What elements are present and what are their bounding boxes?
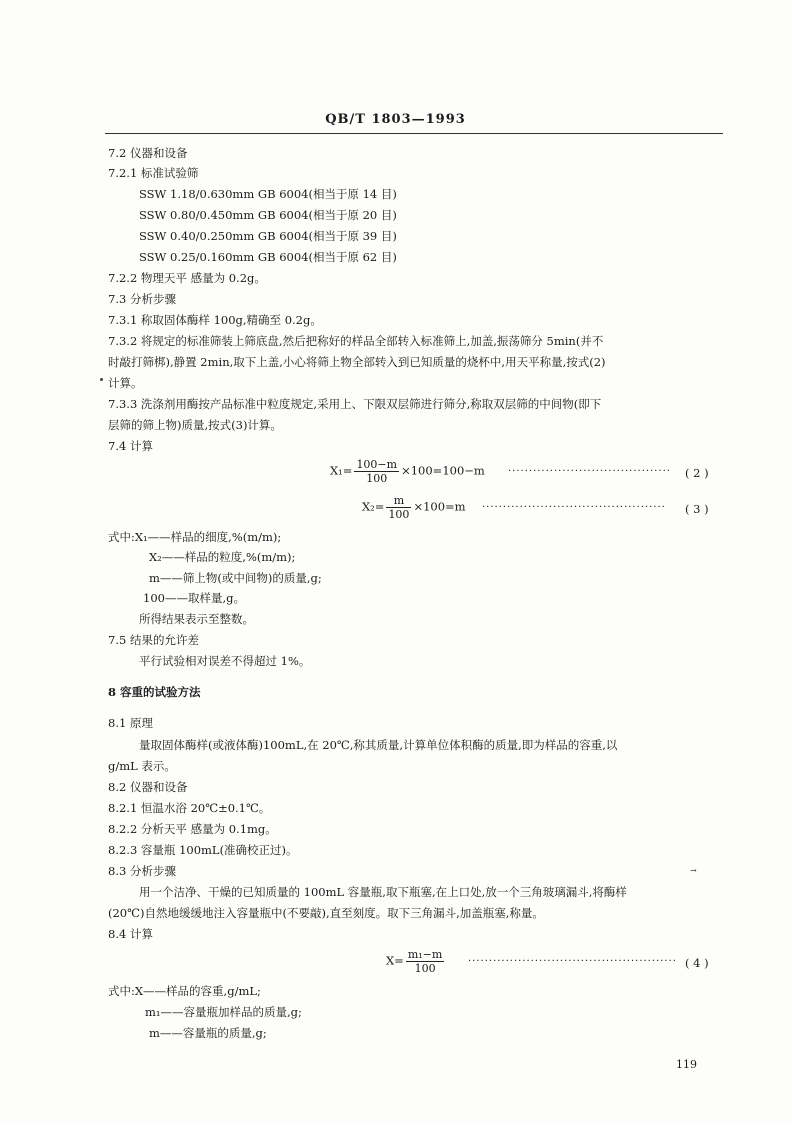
section-7-3-2-line2: 时敲打筛梆),静置 2min,取下上盖,小心将筛上物全部转入到已知质量的烧杯中,用天平称量,按式(2) (108, 355, 606, 369)
section-7-3-3-line2: 层筛的筛上物)质量,按式(3)计算。 (108, 418, 282, 432)
section-7-3-2-line3: 计算。 (108, 376, 143, 390)
section-8-1: 8.1 原理 (108, 716, 153, 730)
where-m-flask: m——容量瓶的质量,g; (149, 1026, 267, 1040)
equation-3-lhs: X₂= (362, 499, 385, 514)
result-note: 所得结果表示至整数。 (139, 612, 254, 626)
section-8-4: 8.4 计算 (108, 927, 153, 941)
equation-2 (330, 458, 485, 485)
equation-2-lhs: X₁= (330, 463, 353, 478)
tolerance-text: 平行试验相对误差不得超过 1%。 (139, 654, 311, 668)
equation-3-denominator: 100 (388, 508, 410, 521)
where-m: m——筛上物(或中间物)的质量,g; (149, 571, 322, 585)
equation-3-numerator: m (386, 494, 411, 508)
section-7-3-3-line1: 7.3.3 洗涤剂用酶按产品标准中粒度规定,采用上、下限双层筛进行筛分,称取双层筛的中间物(即下 (108, 397, 602, 411)
page-number: 119 (676, 1058, 697, 1071)
equation-3 (362, 494, 466, 521)
section-7-3-1: 7.3.1 称取固体酶样 100g,精确至 0.2g。 (108, 313, 322, 327)
principle-line2: g/mL 表示。 (108, 759, 176, 773)
section-7-2-2: 7.2.2 物理天平 感量为 0.2g。 (108, 271, 266, 285)
scan-mark (100, 378, 103, 381)
procedure-line2: (20℃)自然地缓缓地注入容量瓶中(不要敲),直至刻度。取下三角漏斗,加盖瓶塞,称量。 (108, 906, 544, 920)
equation-4-denominator: 100 (414, 962, 436, 975)
equation-2-fraction (354, 458, 399, 485)
section-7-3: 7.3 分析步骤 (108, 292, 176, 306)
equation-2-leader-dots: ······································· (508, 466, 671, 477)
header-rule (105, 133, 723, 134)
sieve-spec-3: SSW 0.40/0.250mm GB 6004(相当于原 39 目) (139, 229, 397, 243)
equation-4-fraction (406, 948, 445, 975)
section-8-2-2: 8.2.2 分析天平 感量为 0.1mg。 (108, 822, 277, 836)
where-x: 式中:X——样品的容重,g/mL; (108, 984, 261, 998)
scan-arrow-mark: → (690, 866, 697, 875)
section-8-3: 8.3 分析步骤 (108, 864, 176, 878)
section-8-2-1: 8.2.1 恒温水浴 20℃±0.1℃。 (108, 801, 271, 815)
equation-2-denominator: 100 (366, 472, 388, 485)
equation-2-rhs: ×100=100−m (401, 463, 485, 478)
standard-header: QB/T 1803—1993 (325, 112, 466, 127)
equation-3-fraction (386, 494, 411, 521)
equation-3-rhs: ×100=m (413, 499, 466, 514)
equation-3-leader-dots: ············································ (482, 502, 666, 513)
section-8-2-3: 8.2.3 容量瓶 100mL(准确校正过)。 (108, 843, 298, 857)
section-7-5: 7.5 结果的允许差 (108, 633, 199, 647)
equation-4-lhs: X= (386, 953, 404, 968)
section-8-heading: 8 容重的试验方法 (108, 685, 201, 699)
where-x2: X₂——样品的粒度,%(m/m); (149, 550, 296, 564)
equation-2-numerator: 100−m (356, 458, 398, 471)
procedure-line1: 用一个洁净、干燥的已知质量的 100mL 容量瓶,取下瓶塞,在上口处,放一个三角玻璃漏斗,将酶样 (139, 885, 627, 899)
where-100: 100——取样量,g。 (143, 591, 245, 605)
equation-4-number: ( 4 ) (685, 956, 709, 970)
sieve-spec-4: SSW 0.25/0.160mm GB 6004(相当于原 62 目) (139, 250, 397, 264)
section-8-2: 8.2 仪器和设备 (108, 780, 188, 794)
section-7-4: 7.4 计算 (108, 439, 153, 453)
equation-2-number: ( 2 ) (685, 466, 709, 480)
equation-4-leader-dots: ·················································· (468, 956, 677, 967)
principle-line1: 量取固体酶样(或液体酶)100mL,在 20℃,称其质量,计算单位体积酶的质量,即为样品的容重,以 (139, 738, 618, 752)
section-7-3-2-line1: 7.3.2 将规定的标准筛装上筛底盘,然后把称好的样品全部转入标准筛上,加盖,振荡筛分 5min(并不 (108, 334, 604, 348)
section-7-2: 7.2 仪器和设备 (108, 146, 188, 160)
sieve-spec-2: SSW 0.80/0.450mm GB 6004(相当于原 20 目) (139, 208, 397, 222)
where-m1: m₁——容量瓶加样品的质量,g; (145, 1005, 302, 1019)
equation-4-numerator: m₁−m (407, 948, 443, 961)
equation-3-number: ( 3 ) (685, 502, 709, 516)
equation-4 (386, 948, 446, 975)
section-7-2-1: 7.2.1 标准试验筛 (108, 166, 199, 180)
where-x1: 式中:X₁——样品的细度,%(m/m); (108, 530, 282, 544)
sieve-spec-1: SSW 1.18/0.630mm GB 6004(相当于原 14 目) (139, 187, 397, 201)
